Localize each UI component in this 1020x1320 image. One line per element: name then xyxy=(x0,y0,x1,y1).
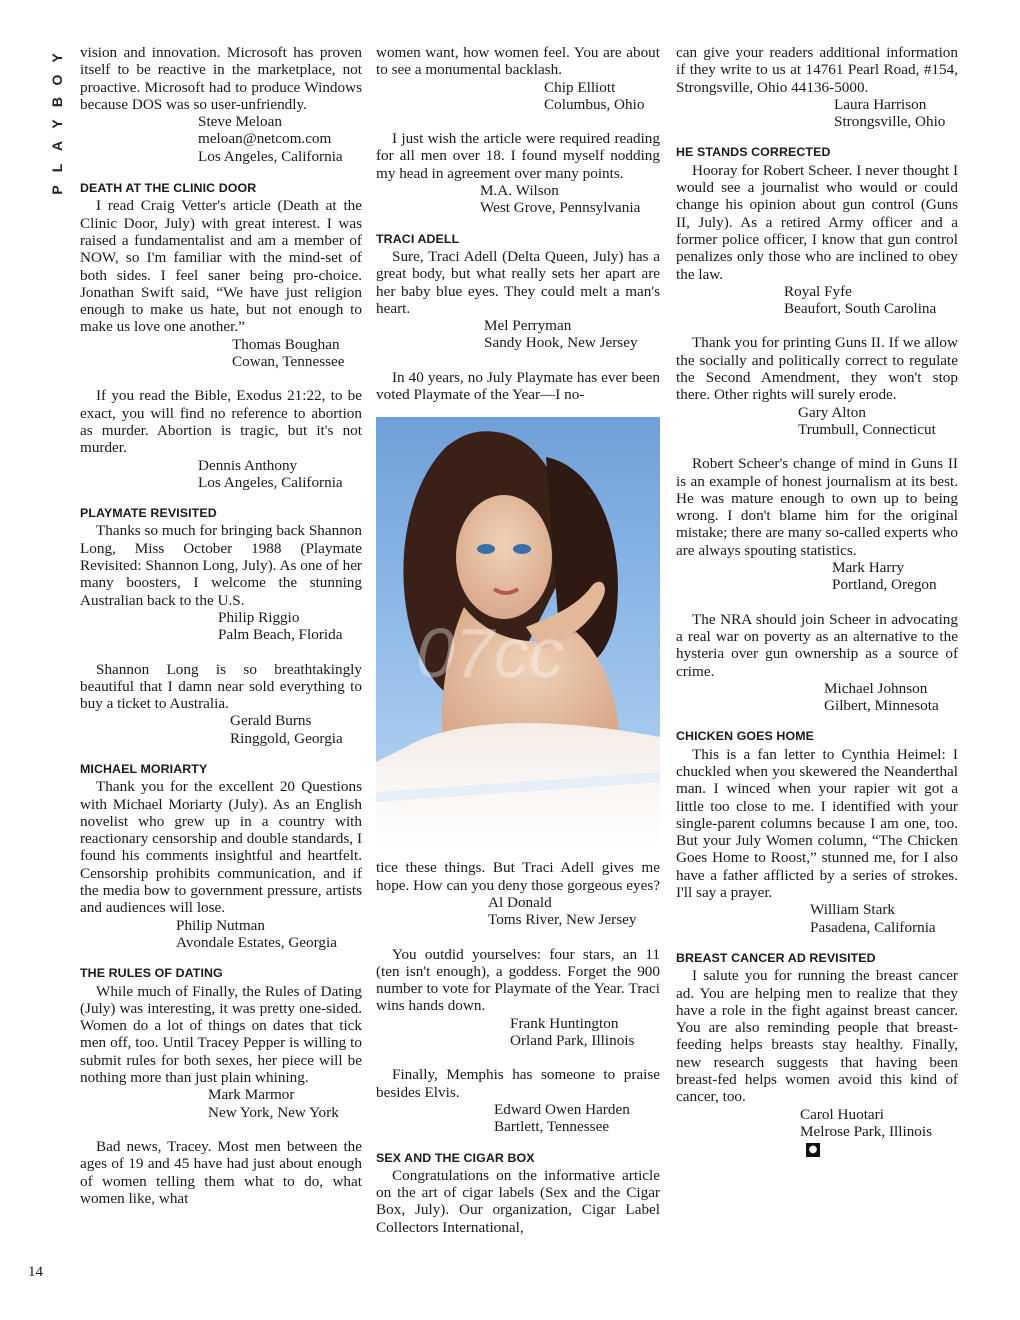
signature-name: Thomas Boughan xyxy=(232,335,340,353)
letter-text: Congratulations on the informative article on the art of cigar labels (Sex and the Cigar Box, July). Our organization, Cigar Label Collectors International, xyxy=(376,1166,660,1236)
signature-location: Bartlett, Tennessee xyxy=(494,1118,610,1136)
masthead-letter: P xyxy=(49,183,65,195)
signature-email: meloan@netcom.com xyxy=(198,130,332,148)
column-2 xyxy=(376,44,660,1236)
letter-text: While much of Finally, the Rules of Dating (July) was interesting, it was pretty one-sided. Women do a lot of things on dates that tick men off, too. Until Tracey Pepper is willing to submit rules for both sexes, her piece will be nothing more than just plain whining. xyxy=(80,982,362,1087)
masthead-letter: Y xyxy=(49,117,65,129)
letter-text: Thank you for the excellent 20 Questions with Michael Moriarty (July). As an English novelist who grew up in a country with reactionary censorship and double standards, I found his comments insightful and heartfelt. Censorship prohibits communication, and if the media bow to government pressure, artists and audiences will lose. xyxy=(80,778,362,917)
signature-name: Michael Johnson xyxy=(824,679,928,697)
signature-location: Palm Beach, Florida xyxy=(218,626,343,644)
photo-watermark: 07cc xyxy=(416,614,564,693)
signature-name: Gerald Burns xyxy=(230,712,312,730)
signature-location: West Grove, Pennsylvania xyxy=(480,199,641,217)
signature-location xyxy=(676,1123,958,1140)
letter-text: If you read the Bible, Exodus 21:22, to be exact, you will find no reference to abortion as murder. Abortion is tragic, but it's not murder. xyxy=(80,387,362,457)
signature-name: Royal Fyfe xyxy=(784,282,852,300)
signature-location: Avondale Estates, Georgia xyxy=(176,933,337,951)
letter-text: I just wish the article were required reading for all men over 18. I found myself nodding my head in agreement over many points. xyxy=(376,130,660,182)
letter-text: women want, how women feel. You are about to see a monumental backlash. xyxy=(376,44,660,79)
photo-illustration xyxy=(376,417,660,847)
column-3 xyxy=(676,44,958,1158)
signature-name: Philip Nutman xyxy=(176,916,266,934)
signature-name: Gary Alton xyxy=(798,403,866,421)
letter-text: In 40 years, no July Playmate has ever been voted Playmate of the Year—I no- xyxy=(376,368,660,404)
signature-location: Pasadena, California xyxy=(810,918,936,936)
letter-text: can give your readers additional information if they write to us at 14761 Pearl Road, #154, Strongsville, Ohio 44136-5000. xyxy=(676,44,958,96)
signature-name: Laura Harrison xyxy=(834,95,927,113)
letter-text: Bad news, Tracey. Most men between the ages of 19 and 45 have had just about enough of women telling them what to do, what women like, what xyxy=(80,1137,362,1207)
signature-name: Mark Marmor xyxy=(208,1086,295,1104)
section-heading: TRACI ADELL xyxy=(376,231,460,246)
signature-location: Trumbull, Connecticut xyxy=(798,420,936,438)
signature-location: Ringgold, Georgia xyxy=(230,729,343,747)
letter-text: Thanks so much for bringing back Shannon Long, Miss October 1988 (Playmate Revisited: Shannon Long, July). As one of her many boosters, I welcome the stunning Australian back to the U.S. xyxy=(80,522,362,609)
section-heading: MICHAEL MORIARTY xyxy=(80,761,208,776)
masthead-letter: L xyxy=(49,161,65,173)
signature-location-text: Melrose Park, Illinois xyxy=(800,1122,933,1140)
letter-text: The NRA should join Scheer in advocating a real war on poverty as an alternative to the hysteria over gun ownership as a source of crime. xyxy=(676,610,958,680)
signature-name: William Stark xyxy=(810,901,896,919)
section-heading: BREAST CANCER AD REVISITED xyxy=(676,950,876,965)
rabbit-head-icon: ● xyxy=(806,1143,820,1157)
signature-location: New York, New York xyxy=(208,1103,339,1121)
letter-text: I read Craig Vetter's article (Death at the Clinic Door, July) with great interest. I was raised a fundamentalist and am a member of NOW, so I'm familiar with the mind-set of both sides. I feel saner being pro-choice. Jonathan Swift said, “We have just religion enough to make us hate, but not enough to make us love one another.” xyxy=(80,197,362,336)
masthead-letter: O xyxy=(49,72,65,86)
section-heading: PLAYMATE REVISITED xyxy=(80,506,217,521)
letter-text: tice these things. But Traci Adell gives me hope. How can you deny those gorgeous eyes? xyxy=(376,859,660,894)
section-heading: DEATH AT THE CLINIC DOOR xyxy=(80,181,257,196)
section-heading: SEX AND THE CIGAR BOX xyxy=(376,1150,535,1165)
signature-location: Strongsville, Ohio xyxy=(834,113,946,131)
masthead-letter: Y xyxy=(49,51,65,63)
letter-text: vision and innovation. Microsoft has proven itself to be reactive in the marketplace, not proactive. Microsoft had to produce Windows because DOS was so user-unfriendly. xyxy=(80,44,362,113)
signature-location: Orland Park, Illinois xyxy=(510,1032,635,1050)
masthead-vertical xyxy=(48,46,66,200)
section-heading: HE STANDS CORRECTED xyxy=(676,145,831,160)
signature-name: Al Donald xyxy=(488,893,552,911)
end-mark-row xyxy=(676,1140,958,1157)
signature-name: Carol Huotari xyxy=(800,1105,884,1123)
letter-text: Shannon Long is so breathtakingly beautiful that I damn near sold everything to buy a ticket to Australia. xyxy=(80,660,362,713)
signature-name: Philip Riggio xyxy=(218,608,300,626)
letter-text: Robert Scheer's change of mind in Guns II is an example of honest journalism at its best. He was mature enough to own up to being wrong. I don't blame him for the original mistake; there are many so-called experts who are always spouting statistics. xyxy=(676,455,958,559)
letter-text: Thank you for printing Guns II. If we allow the socially and politically correct to regulate the Second Amendment, they won't stop there. Other rights will surely erode. xyxy=(676,334,958,404)
page-number: 14 xyxy=(28,1264,43,1280)
signature-name: Mel Perryman xyxy=(484,317,572,335)
section-heading: CHICKEN GOES HOME xyxy=(676,729,815,744)
masthead-letter: A xyxy=(49,138,65,152)
signature-location: Columbus, Ohio xyxy=(544,95,645,113)
signature-location: Beaufort, South Carolina xyxy=(784,300,937,318)
signature-name: Frank Huntington xyxy=(510,1014,619,1032)
letter-text: Hooray for Robert Scheer. I never thought I would see a journalist who would or could change his opinion about gun control (Guns II, July). As a retired Army officer and a former police officer, I know that gun control penalizes only those who are inclined to obey the law. xyxy=(676,161,958,283)
signature-location: Los Angeles, California xyxy=(198,473,343,491)
traci-adell-photo xyxy=(376,417,660,847)
signature-name: M.A. Wilson xyxy=(480,182,559,200)
signature-location: Los Angeles, California xyxy=(198,147,343,165)
signature-name: Dennis Anthony xyxy=(198,456,298,474)
signature-location: Cowan, Tennessee xyxy=(232,353,345,371)
letter-text: This is a fan letter to Cynthia Heimel: I chuckled when you skewered the Neanderthal man. I winced when your rapier wit got a little too close to me. I identified with your single-parent columns because I am one, too. But your July Women column, “The Chicken Goes Home to Roost,” stunned me, for I also have a father afflicted by a series of strokes. I'll say a prayer. xyxy=(676,745,958,902)
masthead-letter: B xyxy=(49,94,65,108)
section-heading: THE RULES OF DATING xyxy=(80,966,223,981)
signature-name: Mark Harry xyxy=(832,559,905,577)
signature-name: Steve Meloan xyxy=(198,113,282,131)
signature-name: Edward Owen Harden xyxy=(494,1100,630,1118)
signature-location: Portland, Oregon xyxy=(832,576,937,594)
signature-location: Toms River, New Jersey xyxy=(488,911,637,929)
column-1 xyxy=(80,44,362,1207)
letter-text: I salute you for running the breast cancer ad. You are helping men to realize that they have a role in the fight against breast cancer. You are also reminding people that breast-feeding helps breasts stay healthy. Finally, new research suggests that having been breast-fed helps women avoid this kind of cancer, too. xyxy=(676,967,958,1106)
signature-name: Chip Elliott xyxy=(544,78,616,96)
letter-text: Finally, Memphis has someone to praise besides Elvis. xyxy=(376,1066,660,1101)
letter-text: Sure, Traci Adell (Delta Queen, July) has a great body, but what really sets her apart are her baby blue eyes. They could melt a man's heart. xyxy=(376,247,660,317)
signature-location: Gilbert, Minnesota xyxy=(824,697,939,715)
signature-location: Sandy Hook, New Jersey xyxy=(484,334,638,352)
letter-text: You outdid yourselves: four stars, an 11 (ten isn't enough), a goddess. Forget the 900 number to vote for Playmate of the Year. Traci wins hands down. xyxy=(376,945,660,1015)
